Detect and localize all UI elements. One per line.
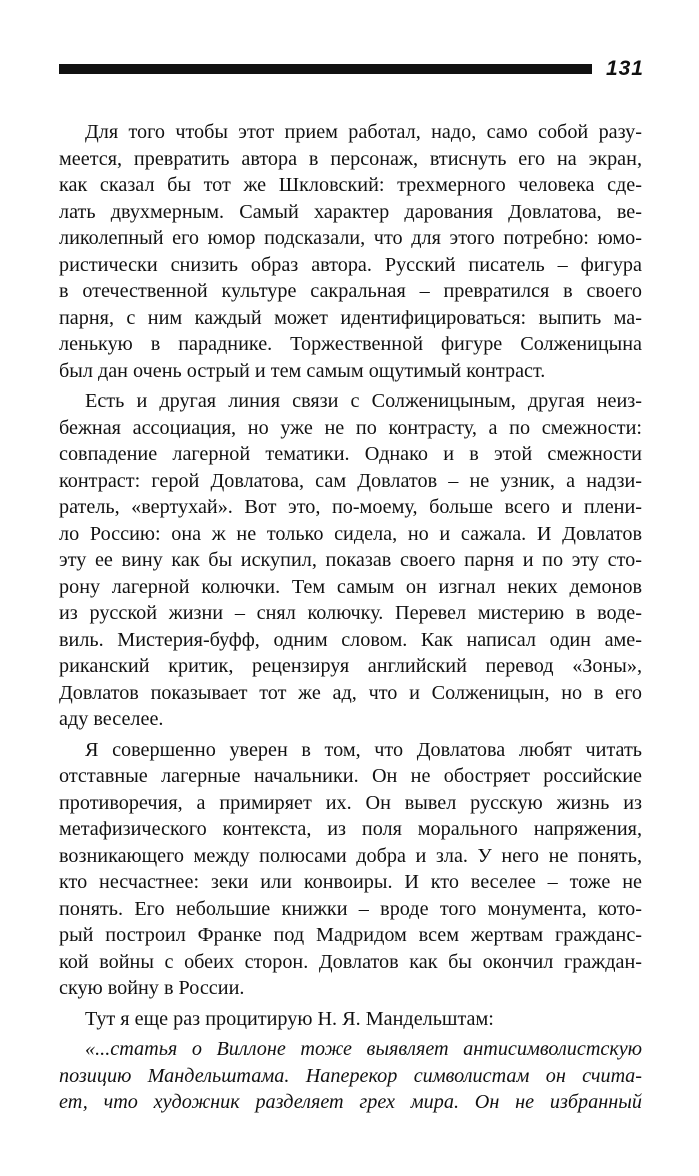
text-line: парня, с ним каждый может идентифицироваться: выпить ма-	[59, 306, 642, 329]
text-line: Для того чтобы этот прием работал, надо, само собой разу-	[85, 121, 642, 143]
text-line: скую войну в России.	[59, 977, 245, 999]
text-line: ло Россию: она ж не только сидела, но и сажала. И Довлатов	[59, 522, 642, 545]
text-line: рый построил Франке под Мадридом всем жертвам гражданс-	[59, 924, 642, 946]
page-number: 131	[605, 57, 644, 80]
text-line: ленькую в параднике. Торжественной фигуре Солженицына	[59, 333, 642, 355]
quote-line: ет, что художник разделяет грех мира. Он не избранный	[59, 1091, 642, 1113]
text-line: ликолепный его юмор подсказали, что для этого потребно: юмо-	[59, 227, 642, 249]
text-line: кой войны с обеих сторон. Довлатов как бы окончил граждан-	[59, 950, 642, 973]
text-line: противоречия, а примиряет их. Он вывел русскую жизнь из	[59, 791, 642, 814]
text-line: лать двухмерным. Самый характер дарования Довлатова, ве-	[59, 200, 642, 223]
text-line: кто несчастнее: зеки или конвоиры. И кто веселее – тоже не	[59, 871, 642, 893]
text-line: из русской жизни – снял колючку. Перевел мистерию в воде-	[59, 602, 642, 624]
body-text	[59, 119, 642, 1116]
text-line: метафизического контекста, из поля морального напряжения,	[59, 818, 642, 840]
text-line: понять. Его небольшие книжки – вроде того монумента, кото-	[59, 897, 642, 920]
text-line: Есть и другая линия связи с Солженицыным, другая неиз-	[85, 390, 642, 412]
text-line: Тут я еще раз процитирую Н. Я. Мандельштам:	[85, 1007, 494, 1030]
text-line: эту ее вину как бы искупил, показав своего парня и по эту сто-	[59, 549, 642, 571]
text-line: возникающего между полюсами добра и зла. У него не понять,	[59, 844, 642, 867]
text-line: бежная ассоциация, но уже не по контрасту, а по смежности:	[59, 416, 642, 439]
text-line: совпадение лагерной тематики. Однако и в этой смежности	[59, 443, 642, 465]
text-line: отставные лагерные начальники. Он не обостряет российские	[59, 765, 642, 787]
text-line: ристически снизить образ автора. Русский писатель – фигура	[59, 253, 642, 276]
text-line: в отечественной культуре сакральная – превратился в своего	[59, 280, 642, 302]
text-line: ратель, «вертухай». Вот это, по-моему, больше всего и плени-	[59, 496, 642, 518]
text-line: Довлатов показывает тот же ад, что и Солженицын, но в его	[59, 681, 642, 704]
text-line: как сказал бы тот же Шкловский: трехмерного человека сде-	[59, 174, 642, 196]
header-rule	[59, 64, 592, 74]
text-line: был дан очень острый и тем самым ощутимый контраст.	[59, 359, 546, 382]
text-line: риканский критик, рецензируя английский перевод «Зоны»,	[59, 655, 642, 677]
text-line: меется, превратить автора в персонаж, втиснуть его на экран,	[59, 147, 642, 170]
text-line: Я совершенно уверен в том, что Довлатова любят читать	[85, 738, 642, 761]
text-line: контраст: герой Довлатова, сам Довлатов – не узник, а надзи-	[59, 469, 642, 492]
quote-line: позицию Мандельштама. Наперекор символистам он считa-	[59, 1064, 642, 1087]
text-line: рону лагерной колючки. Тем самым он изгнал неких демонов	[59, 575, 642, 598]
text-line: виль. Мистерия-буфф, одним словом. Как написал один аме-	[59, 628, 642, 651]
text-line: аду веселее.	[59, 708, 164, 730]
quote-line: «...статья о Виллоне тоже выявляет антисимволистскую	[85, 1038, 642, 1060]
